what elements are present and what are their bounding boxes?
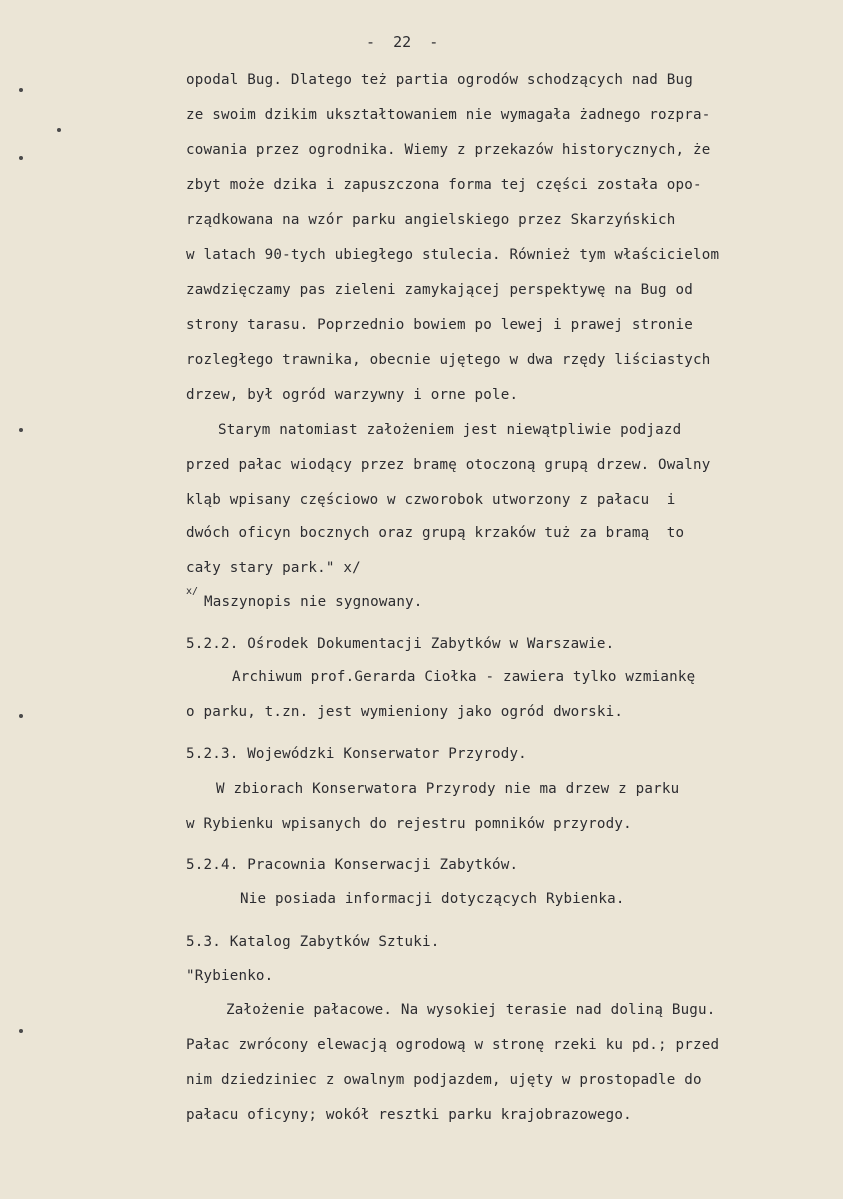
text-line: przed pałac wiodący przez bramę otoczoną grupą drzew. Owalny (186, 457, 711, 473)
page-number: - 22 - (366, 33, 439, 51)
text-line: zawdzięczamy pas zieleni zamykającej perspektywę na Bug od (186, 282, 694, 298)
text-line: w latach 90-tych ubiegłego stulecia. Również tym właścicielom (186, 247, 720, 263)
text-line: cowania przez ogrodnika. Wiemy z przekazów historycznych, że (186, 142, 711, 158)
text-line: "Rybienko. (186, 968, 274, 984)
text-line: opodal Bug. Dlatego też partia ogrodów schodzących nad Bug (186, 72, 694, 88)
text-line: W zbiorach Konserwatora Przyrody nie ma drzew z parku (216, 781, 680, 797)
text-line: dwóch oficyn bocznych oraz grupą krzaków tuż za bramą to (186, 525, 685, 541)
text-line: nim dziedziniec z owalnym podjazdem, ujęty w prostopadle do (186, 1072, 702, 1088)
text-line: w Rybienku wpisanych do rejestru pomników przyrody. (186, 816, 632, 832)
text-line: Pałac zwrócony elewacją ogrodową w stronę rzeki ku pd.; przed (186, 1037, 720, 1053)
margin-mark (19, 88, 23, 92)
text-line: Założenie pałacowe. Na wysokiej terasie nad doliną Bugu. (226, 1002, 716, 1018)
section-heading: 5.2.3. Wojewódzki Konserwator Przyrody. (186, 746, 527, 762)
section-heading: 5.3. Katalog Zabytków Sztuki. (186, 934, 440, 950)
text-line: Starym natomiast założeniem jest niewątpliwie podjazd (218, 422, 682, 438)
margin-mark (19, 156, 23, 160)
text-line: drzew, był ogród warzywny i orne pole. (186, 387, 519, 403)
margin-mark (19, 428, 23, 432)
text-line: zbyt może dzika i zapuszczona forma tej części została opo- (186, 177, 702, 193)
footnote-marker: x/ (186, 586, 199, 597)
text-line: rozległego trawnika, obecnie ujętego w dwa rzędy liściastych (186, 352, 711, 368)
section-heading: 5.2.2. Ośrodek Dokumentacji Zabytków w Warszawie. (186, 636, 615, 652)
text-line: Archiwum prof.Gerarda Ciołka - zawiera tylko wzmiankę (232, 669, 696, 685)
footnote-text: Maszynopis nie sygnowany. (204, 594, 423, 610)
margin-mark (19, 1029, 23, 1033)
section-heading: 5.2.4. Pracownia Konserwacji Zabytków. (186, 857, 519, 873)
text-line: kląb wpisany częściowo w czworobok utworzony z pałacu i (186, 492, 676, 508)
text-line: Nie posiada informacji dotyczących Rybienka. (240, 891, 625, 907)
text-line: o parku, t.zn. jest wymieniony jako ogród dworski. (186, 704, 624, 720)
text-line: ze swoim dzikim ukształtowaniem nie wymagała żadnego rozpra- (186, 107, 711, 123)
text-line: pałacu oficyny; wokół resztki parku krajobrazowego. (186, 1107, 632, 1123)
margin-mark (19, 714, 23, 718)
margin-mark (57, 128, 61, 132)
text-line: rządkowana na wzór parku angielskiego przez Skarzyńskich (186, 212, 676, 228)
text-line: strony tarasu. Poprzednio bowiem po lewej i prawej stronie (186, 317, 694, 333)
text-line: cały stary park." x/ (186, 560, 361, 576)
